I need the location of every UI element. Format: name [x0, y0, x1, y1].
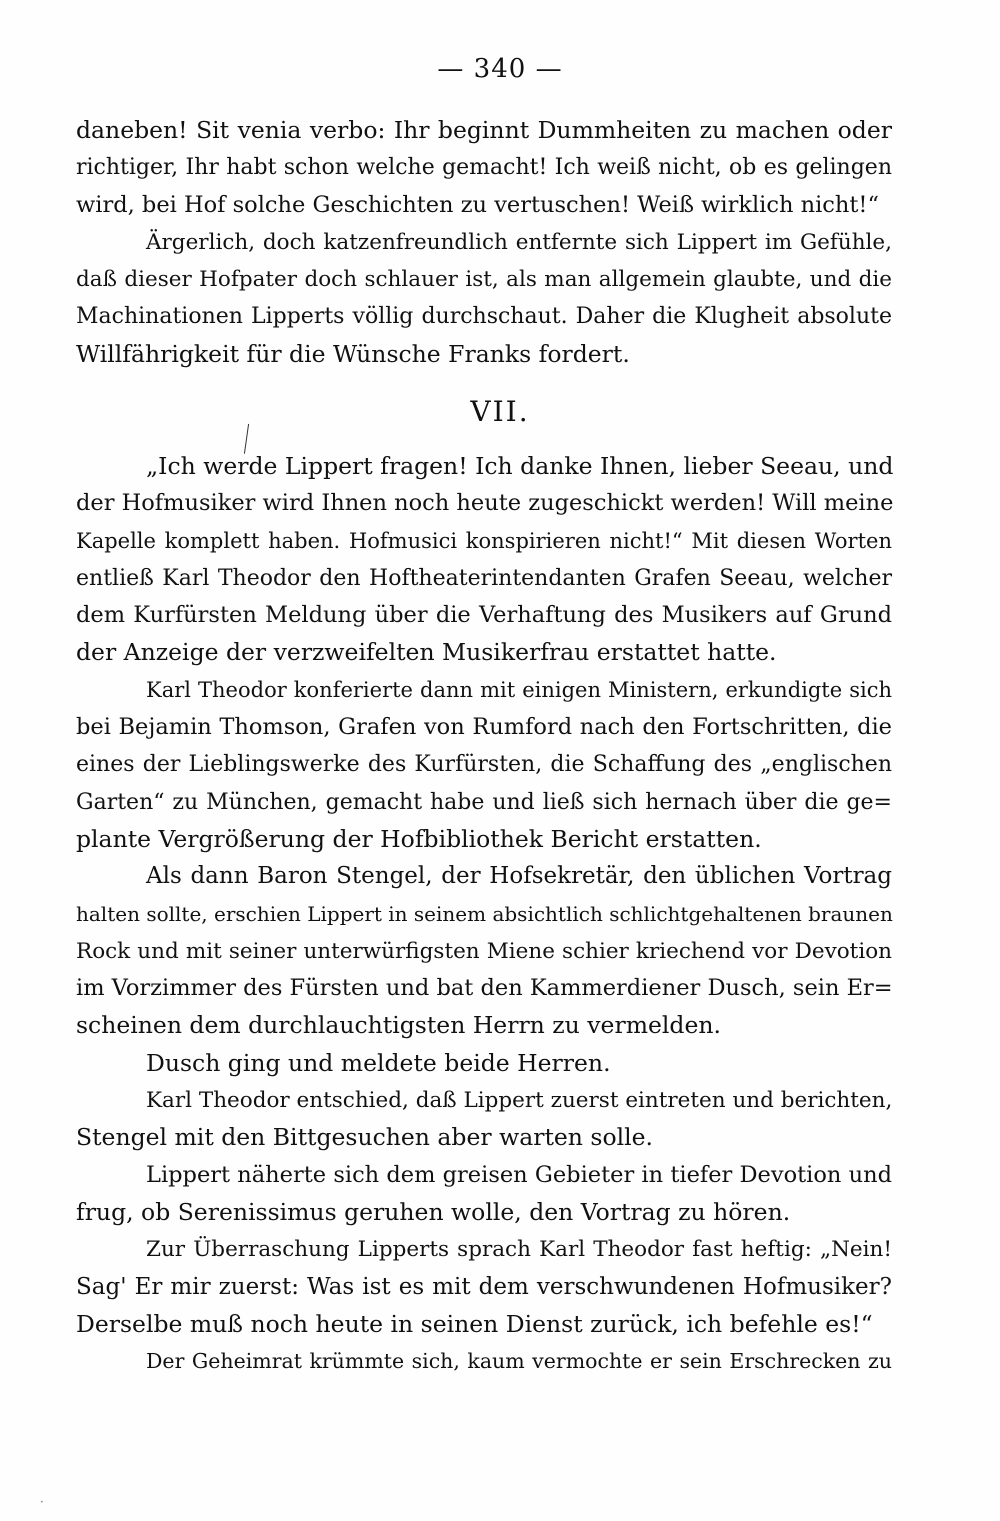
text-line: Lippert näherte sich dem greisen Gebieter in tiefer Devotion und — [146, 1161, 892, 1188]
text-line: Garten“ zu München, gemacht habe und ließ sich hernach über die ge= — [76, 789, 892, 815]
paper-speck: · — [40, 1495, 44, 1509]
text-line: halten sollte, erschien Lippert in seinem absichtlich schlichtgehaltenen braunen — [76, 901, 893, 926]
text-line: Sag' Er mir zuerst: Was ist es mit dem verschwundenen Hofmusiker? — [76, 1273, 892, 1300]
chapter-heading: VII. — [470, 395, 530, 428]
page-number: — 340 — — [437, 54, 563, 84]
text-line: Willfährigkeit für die Wünsche Franks fordert. — [76, 339, 630, 368]
text-line: Zur Überraschung Lipperts sprach Karl Theodor fast heftig: „Nein! — [146, 1237, 892, 1263]
text-line: richtiger, Ihr habt schon welche gemacht! Ich weiß nicht, ob es gelingen — [76, 155, 892, 181]
text-line: der Hofmusiker wird Ihnen noch heute zugeschickt werden! Will meine — [76, 490, 894, 517]
text-before-heading — [76, 112, 892, 373]
text-line: Als dann Baron Stengel, der Hofsekretär, den üblichen Vortrag — [146, 863, 892, 890]
text-line: scheinen dem durchlauchtigsten Herrn zu vermelden. — [76, 1011, 721, 1040]
text-line: „Ich werde Lippert fragen! Ich danke Ihnen, lieber Seeau, und — [146, 452, 894, 480]
text-line: plante Vergrößerung der Hofbibliothek Bericht erstatten. — [76, 824, 762, 853]
text-line: bei Bejamin Thomson, Grafen von Rumford nach den Fortschritten, die — [76, 714, 892, 741]
text-line: Derselbe muß noch heute in seinen Dienst zurück, ich befehle es!“ — [76, 1309, 873, 1338]
text-line: Machinationen Lipperts völlig durchschaut. Daher die Klugheit absolute — [76, 304, 892, 330]
text-line: Karl Theodor entschied, daß Lippert zuerst eintreten und berichten, — [146, 1088, 893, 1114]
text-line: Der Geheimrat krümmte sich, kaum vermochte er sein Erschrecken zu — [146, 1349, 892, 1374]
text-line: Karl Theodor konferierte dann mit einigen Ministern, erkundigte sich — [146, 677, 892, 702]
text-line: Rock und mit seiner unterwürfigsten Miene schier kriechend vor Devotion — [76, 938, 892, 964]
text-line: frug, ob Serenissimus geruhen wolle, den Vortrag zu hören. — [76, 1197, 791, 1226]
text-after-heading — [76, 448, 892, 1380]
text-line: dem Kurfürsten Meldung über die Verhaftung des Musikers auf Grund — [76, 602, 892, 629]
text-line: Stengel mit den Bittgesuchen aber warten solle. — [76, 1123, 654, 1152]
text-line: wird, bei Hof solche Geschichten zu vertuschen! Weiß wirklich nicht!“ — [76, 191, 879, 218]
text-line: Kapelle komplett haben. Hofmusici konspirieren nicht!“ Mit diesen Worten — [76, 528, 892, 553]
text-line: Ärgerlich, doch katzenfreundlich entfernte sich Lippert im Gefühle, — [146, 229, 892, 255]
text-line: entließ Karl Theodor den Hoftheaterintendanten Grafen Seeau, welcher — [76, 565, 892, 591]
text-line: Dusch ging und meldete beide Herren. — [146, 1048, 611, 1077]
text-line: der Anzeige der verzweifelten Musikerfrau erstattet hatte. — [76, 638, 777, 667]
text-line: im Vorzimmer des Fürsten und bat den Kammerdiener Dusch, sein Er= — [76, 975, 893, 1002]
text-line: eines der Lieblingswerke des Kurfürsten, die Schaffung des „englischen — [76, 752, 892, 778]
text-line: daß dieser Hofpater doch schlauer ist, als man allgemein glaubte, und die — [76, 267, 892, 293]
text-line: daneben! Sit venia verbo: Ihr beginnt Dummheiten zu machen oder — [76, 116, 892, 144]
